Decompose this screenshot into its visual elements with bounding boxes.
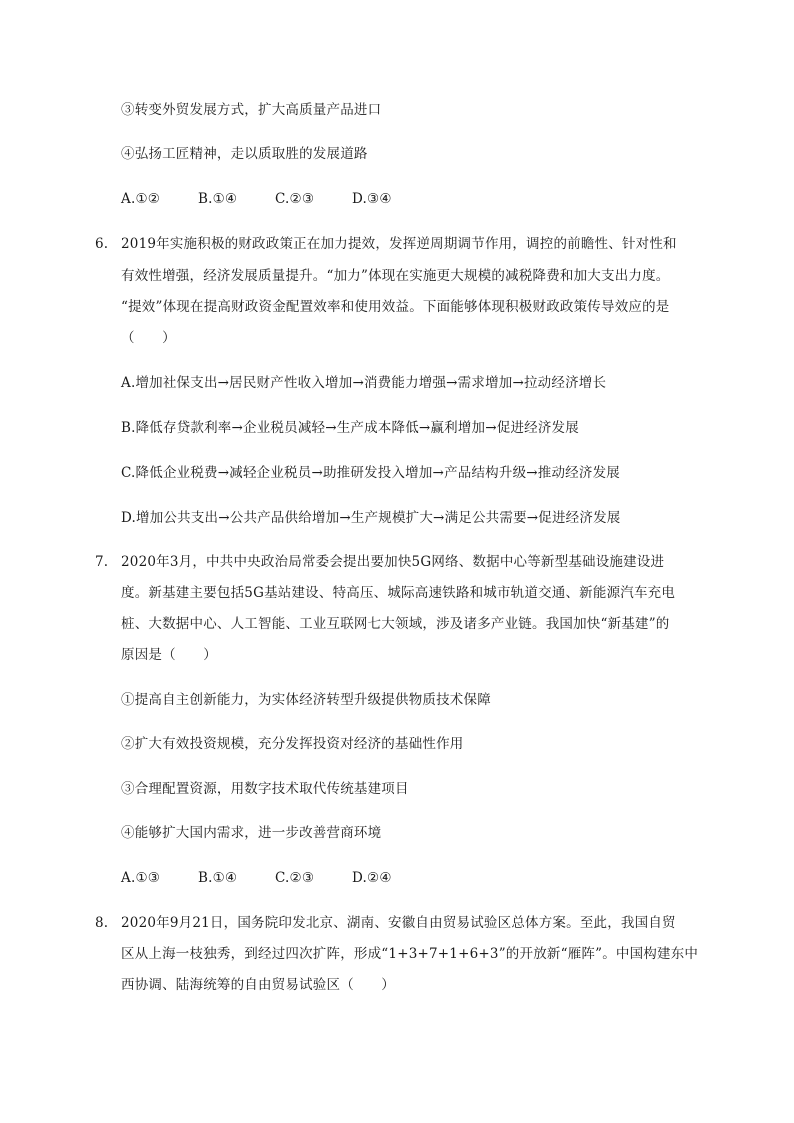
question-6-option-b: B.降低存贷款利率→企业税员减轻→生产成本降低→赢利增加→促进经济发展: [121, 420, 579, 436]
question-6-line-4: （ ）: [121, 330, 176, 346]
question-6-option-a: A.增加社保支出→居民财产性收入增加→消费能力增强→需求增加→拉动经济增长: [121, 375, 607, 391]
question-7-number: 7.: [95, 554, 109, 570]
question-6-option-d: D.增加公共支出→公共产品供给增加→生产规模扩大→满足公共需要→促进经济发展: [121, 510, 621, 526]
question-8-number: 8.: [95, 915, 109, 931]
question-6-line-3: “提效”体现在提高财政资金配置效率和使用效益。下面能够体现积极财政政策传导效应的是: [121, 299, 670, 315]
option-3: ③转变外贸发展方式，扩大高质量产品进口: [121, 102, 382, 118]
choice-c: C.②③: [275, 191, 315, 207]
choice-b: B.①④: [198, 870, 238, 886]
question-6-line-1: 2019年实施积极的财政政策正在加力提效，发挥逆周期调节作用，调控的前瞻性、针对性和: [121, 236, 677, 252]
question-8-line-2: 区从上海一枝独秀，到经过四次扩阵，形成“1+3+7+1+6+3”的开放新“雁阵”。中国构建东中: [121, 946, 699, 962]
question-7-line-1: 2020年3月，中共中央政治局常委会提出要加快5G网络、数据中心等新型基础设施建设进: [121, 554, 665, 570]
choice-d: D.③④: [352, 191, 392, 207]
question-7-line-2: 度。新基建主要包括5G基站建设、特高压、城际高速铁路和城市轨道交通、新能源汽车充电: [121, 585, 676, 601]
question-6-number: 6.: [95, 236, 109, 252]
question-7-line-4: 原因是（ ）: [121, 647, 217, 663]
question-7-option-2: ②扩大有效投资规模，充分发挥投资对经济的基础性作用: [121, 736, 464, 752]
choice-b: B.①④: [198, 191, 238, 207]
question-7-option-4: ④能够扩大国内需求，进一步改善营商环境: [121, 825, 382, 841]
question-7-option-3: ③合理配置资源，用数字技术取代传统基建项目: [121, 781, 409, 797]
choice-c: C.②③: [275, 870, 315, 886]
question-8-line-1: 2020年9月21日，国务院印发北京、湖南、安徽自由贸易试验区总体方案。至此，我国自贸: [121, 915, 676, 931]
answer-choices: [121, 189, 429, 209]
question-7-answer-choices: [121, 868, 429, 888]
question-6-line-2: 有效性增强，经济发展质量提升。“加力”体现在实施更大规模的减税降费和加大支出力度。: [121, 268, 670, 284]
question-6-option-c: C.降低企业税费→减轻企业税员→助推研发投入增加→产品结构升级→推动经济发展: [121, 465, 620, 481]
choice-d: D.②④: [352, 870, 392, 886]
question-7-option-1: ①提高自主创新能力，为实体经济转型升级提供物质技术保障: [121, 692, 491, 708]
option-4: ④弘扬工匠精神，走以质取胜的发展道路: [121, 146, 368, 162]
choice-a: A.①②: [121, 191, 161, 207]
choice-a: A.①③: [121, 870, 161, 886]
question-7-line-3: 桩、大数据中心、人工智能、工业互联网七大领域，涉及诸多产业链。我国加快“新基建”的: [121, 616, 670, 632]
question-8-line-3: 西协调、陆海统筹的自由贸易试验区（ ）: [121, 977, 395, 993]
